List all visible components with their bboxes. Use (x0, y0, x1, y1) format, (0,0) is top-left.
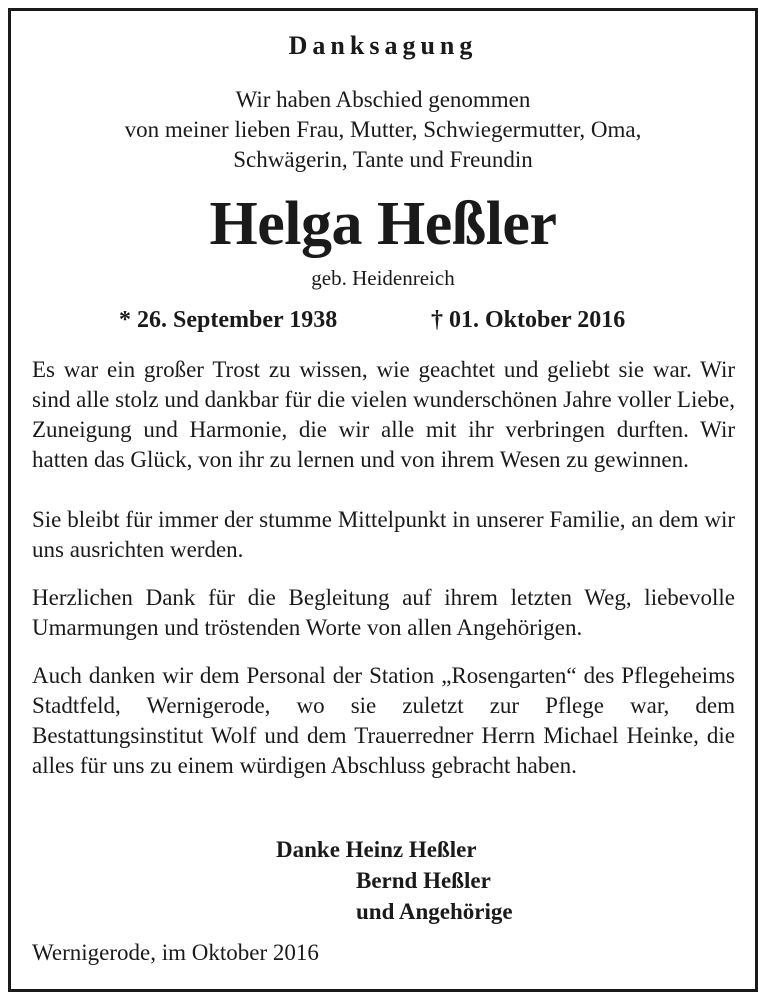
signature-line-1: Danke Heinz Heßler (276, 837, 477, 862)
birth-date: * 26. September 1938 (119, 307, 338, 333)
intro-line: Schwägerin, Tante und Freundin (233, 147, 533, 172)
deceased-name: Helga Heßler (209, 190, 557, 258)
intro-line: Wir haben Abschied genommen (235, 87, 531, 112)
paragraph-trost (32, 355, 735, 475)
paragraph-mittelpunkt (32, 505, 735, 565)
paragraph-personal (32, 661, 735, 781)
birth-name: geb. Heidenreich (311, 266, 455, 290)
intro-line: von meiner lieben Frau, Mutter, Schwiegermutter, Oma, (124, 117, 642, 142)
paragraph-text: Herzlichen Dank für die Begleitung auf ihrem letzten Weg, liebevolle Umarmungen und tröstenden Worte von allen Angehörigen. (32, 585, 735, 640)
intro-text (11, 85, 755, 175)
signature-line-2: Bernd Heßler (356, 868, 491, 893)
paragraph-text: Sie bleibt für immer der stumme Mittelpunkt in unserer Familie, an dem wir uns ausrichten werden. (32, 507, 735, 562)
place-date-footer: Wernigerode, im Oktober 2016 (32, 940, 319, 965)
paragraph-dank (32, 583, 735, 643)
death-date: † 01. Oktober 2016 (431, 307, 626, 333)
paragraph-text: Es war ein großer Trost zu wissen, wie geachtet und geliebt sie war. Wir sind alle stolz und dankbar für die vielen wunderschönen Jahre voller Liebe, Zuneigung und Harmonie, die wir alle mit ihr verbringen durften. Wir hatten das Glück, von ihr zu lernen und von ihrem Wesen zu gewinnen. (32, 357, 735, 472)
paragraph-text: Auch danken wir dem Personal der Station „Rosengarten“ des Pflegeheims Stadtfeld, Wernigerode, wo sie zuletzt zur Pflege war, dem Bestattungsinstitut Wolf und dem Trauerredner Herrn Michael Heinke, die alles für uns zu einem würdigen Abschluss gebracht haben. (32, 663, 735, 778)
notice-heading: Danksagung (288, 31, 478, 60)
obituary-notice (8, 8, 758, 992)
signature-line-3: und Angehörige (356, 899, 513, 924)
